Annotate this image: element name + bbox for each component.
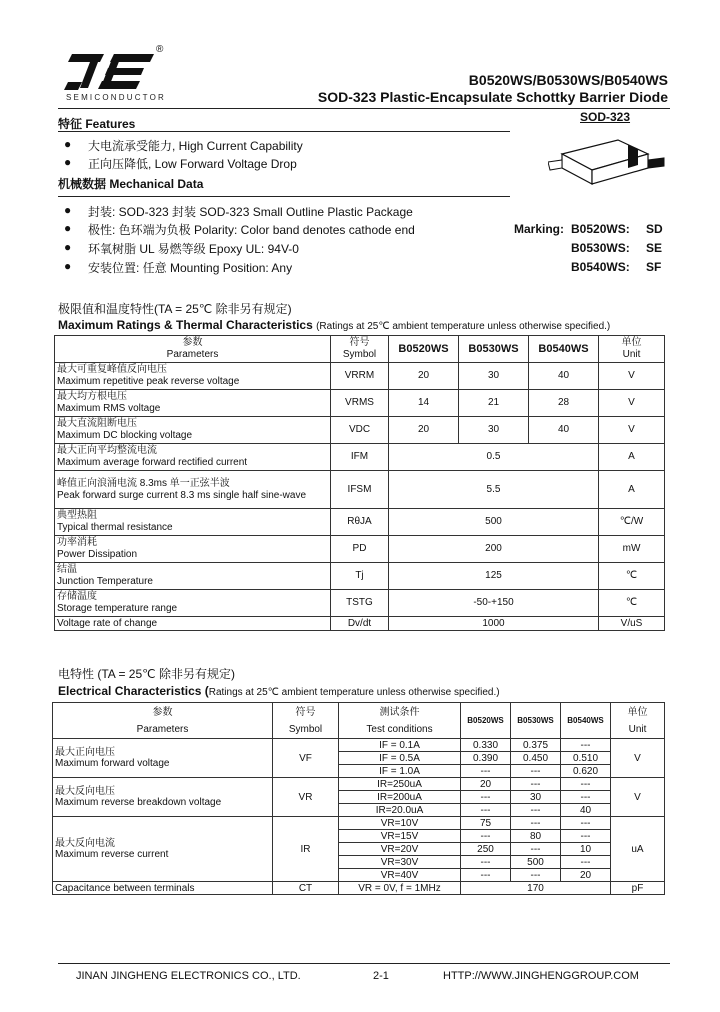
registered-mark: ® (156, 44, 164, 55)
table-row: VR=15V --- 80 --- (53, 830, 665, 843)
marking-label: Marking: (514, 222, 565, 236)
header-divider (58, 108, 670, 109)
table-row: IF = 1.0A --- --- 0.620 (53, 765, 665, 778)
marking-code: SF (646, 260, 662, 274)
electrical-title: Electrical Characteristics (Ratings at 25℃ ambient temperature unless otherwise specified.) (58, 684, 500, 698)
table-row: 存储温度 Storage temperature range TSTG -50-+150 ℃ (55, 590, 665, 617)
mechanical-heading: 机械数据 Mechanical Data (58, 177, 204, 191)
electrical-table (52, 702, 665, 895)
package-label: SOD-323 (580, 110, 631, 124)
table-row: 最大直流阻断电压 Maximum DC blocking voltage VDC 20 30 40 V (55, 417, 665, 444)
table-row: VR=40V --- --- 20 (53, 869, 665, 882)
table-row: Voltage rate of change Dv/dt 1000 V/uS (55, 617, 665, 631)
sod323-package-drawing (548, 130, 668, 200)
table-row: 最大可重复峰值反向电压 Maximum repetitive peak reverse voltage VRRM 20 30 40 V (55, 363, 665, 390)
footer-company: JINAN JINGHENG ELECTRONICS CO., LTD. (76, 970, 301, 982)
table-row: VR=20V 250 --- 10 (53, 843, 665, 856)
part-numbers: B0520WS/B0530WS/B0540WS (468, 72, 668, 88)
document-subtitle: SOD-323 Plastic-Encapsulate Schottky Barrier Diode (317, 89, 668, 105)
mechanical-divider (58, 196, 510, 197)
table-row: IR=200uA --- 30 --- (53, 791, 665, 804)
table-row: IR=20.0uA --- --- 40 (53, 804, 665, 817)
table-row: Capacitance between terminals CT VR = 0V, f = 1MHz 170 pF (53, 882, 665, 895)
marking-part: B0530WS: (571, 241, 630, 255)
max-ratings-title: Maximum Ratings & Thermal Characteristics (Ratings at 25℃ ambient temperature unless otherwise specified.) (58, 318, 611, 332)
page-number: 2-1 (373, 970, 389, 982)
table-row: 结温 Junction Temperature Tj 125 ℃ (55, 563, 665, 590)
table-row: 最大均方根电压 Maximum RMS voltage VRMS 14 21 28 V (55, 390, 665, 417)
marking-part: B0520WS: (571, 222, 630, 236)
table-row: 峰值正向浪涌电流 8.3ms 单一正弦半波 Peak forward surge current 8.3 ms single half sine-wave IFSM 5.5 A (55, 471, 665, 509)
electrical-title-cn: 电特性 (TA = 25℃ 除非另有规定) (58, 667, 235, 681)
features-divider (58, 131, 510, 132)
features-heading: 特征 Features (58, 117, 136, 131)
marking-code: SD (646, 222, 663, 236)
table-row: 最大正向平均整流电流 Maximum average forward rectified current IFM 0.5 A (55, 444, 665, 471)
table-row: 最大反向电压 Maximum reverse breakdown voltage VR IR=250uA 20 --- --- V (53, 778, 665, 791)
table-row: 典型热阻 Typical thermal resistance RθJA 500 ℃/W (55, 509, 665, 536)
table-header-row: 参数 Parameters 符号 Symbol 测试条件 Test conditions B0520WS B0530WS B0540WS 单位 Unit (53, 703, 665, 739)
table-row: 最大反向电流 Maximum reverse current IR VR=10V 75 --- --- uA (53, 817, 665, 830)
max-ratings-table (54, 335, 665, 631)
marking-part: B0540WS: (571, 260, 630, 274)
footer-divider (58, 963, 670, 964)
table-row: VR=30V --- 500 --- (53, 856, 665, 869)
footer-url[interactable]: HTTP://WWW.JINGHENGGROUP.COM (443, 970, 639, 982)
table-row: 功率消耗 Power Dissipation PD 200 mW (55, 536, 665, 563)
table-row: IF = 0.5A 0.390 0.450 0.510 (53, 752, 665, 765)
marking-code: SE (646, 241, 663, 255)
table-header-row: 参数 Parameters 符号 Symbol B0520WS B0530WS B0540WS 单位 Unit (55, 336, 665, 363)
max-ratings-title-cn: 极限值和温度特性(TA = 25℃ 除非另有规定) (58, 302, 292, 316)
table-row: 最大正向电压 Maximum forward voltage VF IF = 0.1A 0.330 0.375 --- V (53, 739, 665, 752)
company-tagline: SEMICONDUCTOR (66, 93, 167, 102)
